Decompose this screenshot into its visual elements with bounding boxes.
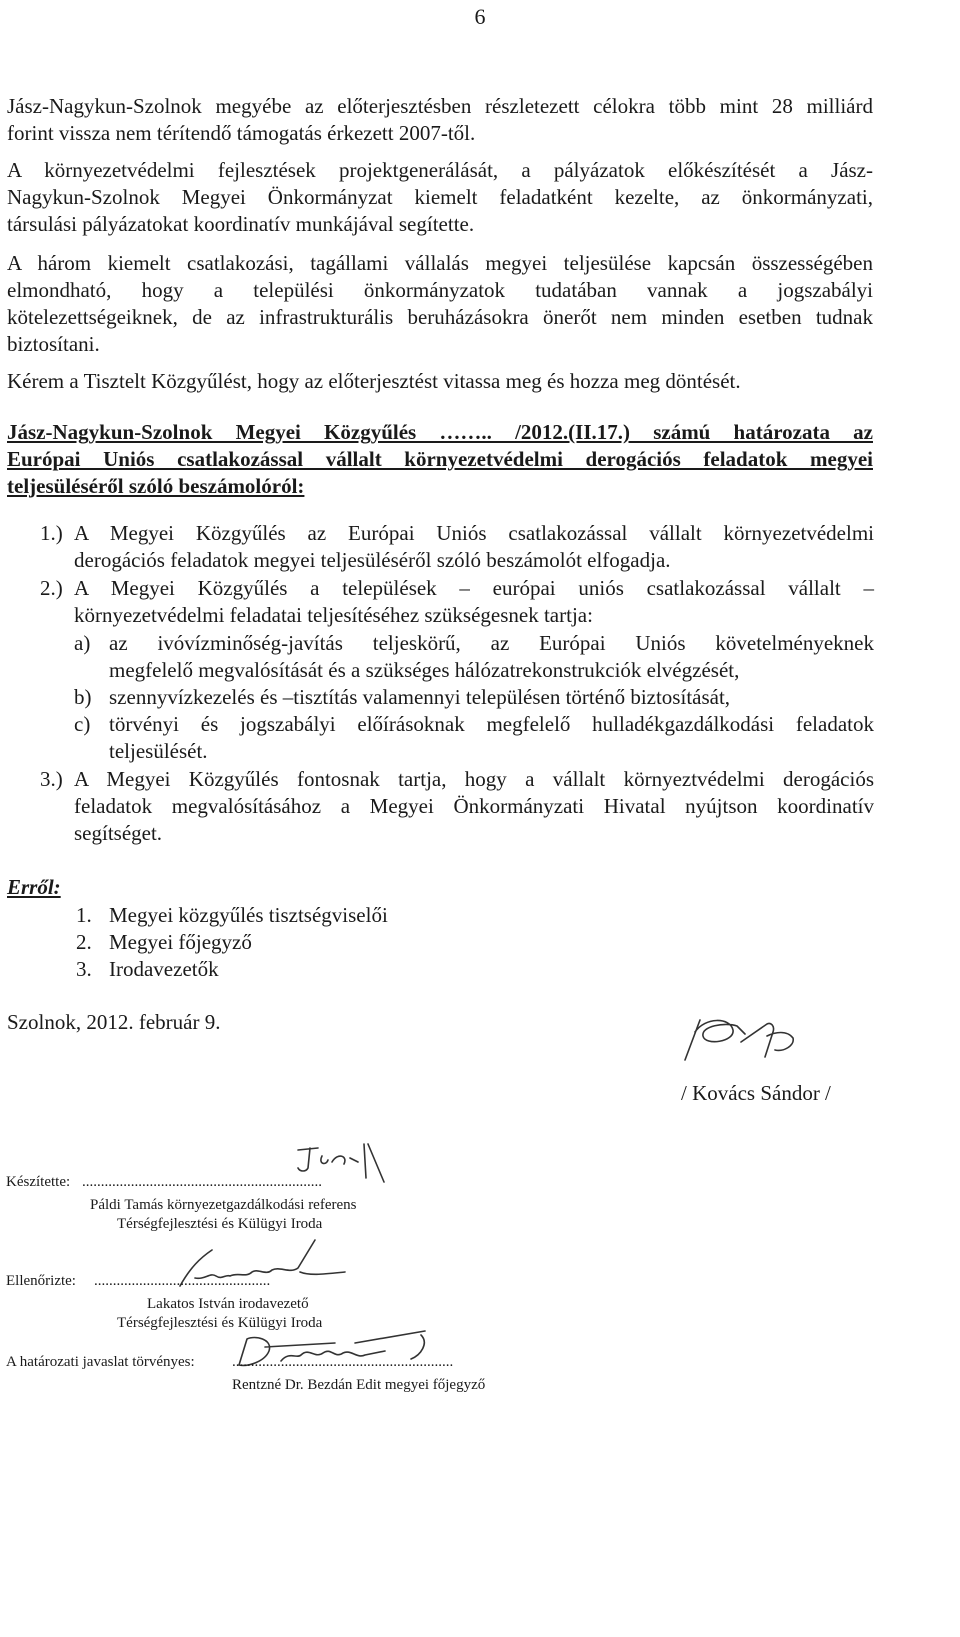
intro-p3-line3: kötelezettségeiknek, de az infrastrukturális beruházásokra önerőt nem minden esetben tudnak [7,305,873,329]
intro-p2-line1: A környezetvédelmi fejlesztések projektgenerálását, a pályázatok előkészítését a Jász- [7,158,873,182]
item-2c-letter: c) [74,712,91,736]
item-1-number: 1.) [40,521,63,545]
prepared-label: Készítette: [6,1174,71,1190]
legal-dots: ........................................................... [232,1354,454,1370]
intro-p3-line1: A három kiemelt csatlakozási, tagállami vállalás megyei teljesülése kapcsán összességében [7,251,873,275]
item-3-number: 3.) [40,767,63,791]
item-2c-line2: teljesülését. [109,739,208,763]
item-2-number: 2.) [40,576,63,600]
item-1-line1: A Megyei Közgyűlés az Európai Uniós csatlakozással vállalt környezetvédelmi [74,521,874,545]
intro-p3-line2: elmondható, hogy a települési önkormányzatok tudatában vannak a jogszabályi [7,278,873,302]
intro-p4: Kérem a Tisztelt Közgyűlést, hogy az előterjesztést vitassa meg és hozza meg döntését. [7,369,741,393]
intro-p3-line4: biztosítani. [7,332,100,356]
legal-name: Rentzné Dr. Bezdán Edit megyei főjegyző [232,1377,486,1393]
chairman-signature [675,1012,805,1067]
legal-label: A határozati javaslat törvényes: [6,1354,195,1370]
item-2-line1: A Megyei Közgyűlés a települések – európai uniós csatlakozással vállalt – [74,576,874,600]
checked-office: Térségfejlesztési és Külügyi Iroda [117,1315,323,1331]
prepared-office: Térségfejlesztési és Külügyi Iroda [117,1216,323,1232]
item-1-line2: derogációs feladatok megyei teljesüléséről szóló beszámolót elfogadja. [74,548,671,572]
notify-item-3-number: 3. [76,957,92,981]
notify-item-1-number: 1. [76,903,92,927]
notify-item-2-number: 2. [76,930,92,954]
item-2a-line2: megfelelő megvalósítását és a szükséges hálózatrekonstrukciók elvégzését, [109,658,740,682]
resolution-title-line1: Jász-Nagykun-Szolnok Megyei Közgyűlés …….. /2012.(II.17.) számú határozata az [7,420,873,444]
intro-p1-line2: forint vissza nem térítendő támogatás érkezett 2007-től. [7,121,476,145]
item-2c-line1: törvényi és jogszabályi előírásoknak megfelelő hulladékgazdálkodási feladatok [109,712,874,736]
signer-name: / Kovács Sándor / [681,1081,831,1105]
item-2a-line1: az ivóvízminőség-javítás teljeskörű, az Európai Uniós követelményeknek [109,631,874,655]
item-2b-letter: b) [74,685,92,709]
place-date: Szolnok, 2012. február 9. [7,1010,221,1034]
item-3-line1: A Megyei Közgyűlés fontosnak tartja, hogy a vállalt környeztvédelmi derogációs [74,767,874,791]
checked-label: Ellenőrizte: [6,1273,76,1289]
notify-item-2-text: Megyei főjegyző [109,930,252,954]
resolution-title-line2: Európai Uniós csatlakozással vállalt környezetvédelmi derogációs feladatok megyei [7,447,873,471]
notify-item-3-text: Irodavezetők [109,957,219,981]
prepared-dots: ................................................................ [82,1174,322,1190]
item-3-line3: segítséget. [74,821,163,845]
notify-item-1-text: Megyei közgyűlés tisztségviselői [109,903,388,927]
prepared-name: Páldi Tamás környezetgazdálkodási referens [90,1197,357,1213]
resolution-title-line3: teljesüléséről szóló beszámolóról: [7,474,305,498]
intro-p1-line1: Jász-Nagykun-Szolnok megyébe az előterjesztésben részletezett célokra több mint 28 milliárd [7,94,873,118]
page-number: 6 [474,4,486,29]
notify-heading: Erről: [7,875,61,899]
checked-name: Lakatos István irodavezető [147,1296,309,1312]
item-2a-letter: a) [74,631,91,655]
intro-p2-line2: Nagykun-Szolnok Megyei Önkormányzat kiemelt feladatként kezelte, az önkormányzati, [7,185,873,209]
item-2b-line1: szennyvízkezelés és –tisztítás valamennyi településen történő biztosítását, [109,685,731,709]
intro-p2-line3: társulási pályázatokat koordinatív munkájával segítette. [7,212,475,236]
item-2-line2: környezetvédelmi feladatai teljesítéséhez szükségesnek tartja: [74,603,593,627]
checked-dots: ............................................... [94,1273,271,1289]
item-3-line2: feladatok megvalósításához a Megyei Önkormányzati Hivatal nyújtson koordinatív [74,794,874,818]
